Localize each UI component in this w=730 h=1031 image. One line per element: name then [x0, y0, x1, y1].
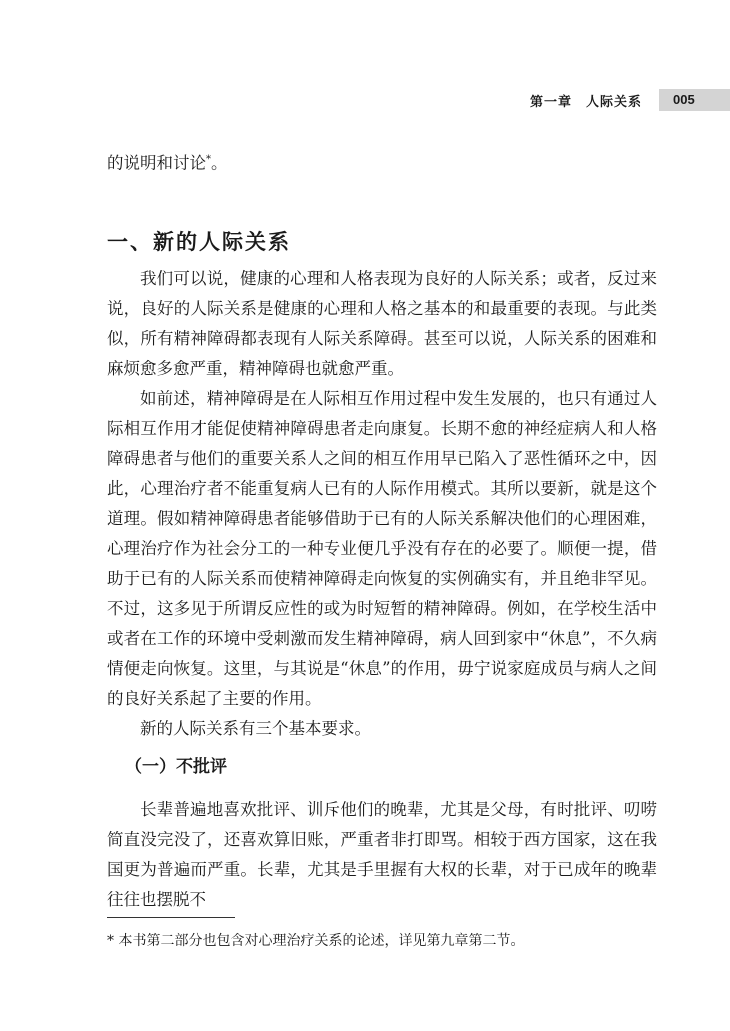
paragraph: 我们可以说，健康的心理和人格表现为良好的人际关系；或者，反过来说，良好的人际关系是健康的心理和人格之基本的和最重要的表现。与此类似，所有精神障碍都表现有人际关系障碍。甚至可以说，人际关系的困难和麻烦愈多愈严重，精神障碍也就愈严重。	[107, 269, 657, 378]
footnote: * 本书第二部分也包含对心理治疗关系的论述，详见第九章第二节。	[107, 933, 525, 949]
page-number: 005	[673, 92, 695, 107]
continuation-text: 的说明和讨论	[107, 153, 206, 173]
page-number-box	[659, 89, 730, 111]
running-header	[0, 89, 730, 111]
chapter-header	[530, 91, 642, 110]
paragraph: 如前述，精神障碍是在人际相互作用过程中发生发展的，也只有通过人际相互作用才能促使精神障碍患者走向康复。长期不愈的神经症病人和人格障碍患者与他们的重要关系人之间的相互作用早已陷入了恶性循环之中，因此，心理治疗者不能重复病人已有的人际作用模式。其所以要新，就是这个道理。假如精神障碍患者能够借助于已有的人际关系解决他们的心理困难，心理治疗作为社会分工的一种专业便几乎没有存在的必要了。顺便一提，借助于已有的人际关系而使精神障碍走向恢复的实例确实有，并且绝非罕见。不过，这多见于所谓反应性的或为时短暂的精神障碍。例如，在学校生活中或者在工作的环境中受刺激而发生精神障碍，病人回到家中“休息”，不久病情便走向恢复。这里，与其说是“休息”的作用，毋宁说家庭成员与病人之间的良好关系起了主要的作用。	[107, 389, 657, 708]
footnote-divider	[107, 917, 235, 918]
paragraph: 长辈普遍地喜欢批评、训斥他们的晚辈，尤其是父母，有时批评、叨唠简直没完没了，还喜欢算旧账，严重者非打即骂。相较于西方国家，这在我国更为普遍而严重。长辈，尤其是手里握有大权的长辈，对于已成年的晚辈往往也摆脱不	[107, 800, 657, 909]
continuation-end: 。	[211, 153, 228, 173]
footnote-marker: *	[206, 154, 211, 165]
body-text	[107, 264, 657, 744]
subsection-heading: （一）不批评	[125, 757, 227, 777]
subsection-body	[107, 795, 657, 915]
continuation-line	[107, 145, 657, 179]
paragraph: 新的人际关系有三个基本要求。	[140, 719, 371, 738]
section-heading: 一、新的人际关系	[107, 230, 291, 254]
chapter-label: 第一章	[529, 95, 572, 110]
chapter-title: 人际关系	[585, 95, 642, 110]
